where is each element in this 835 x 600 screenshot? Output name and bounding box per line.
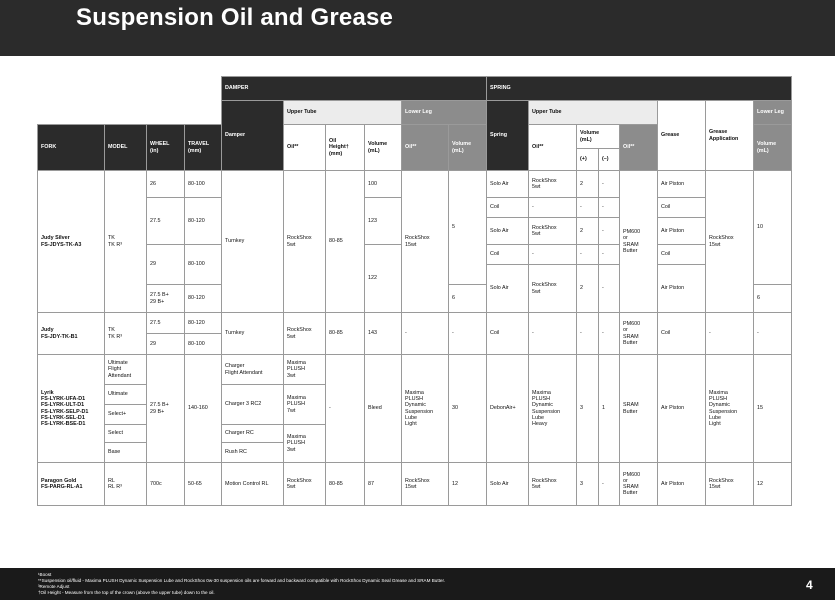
volume-plus-cell: 2 [577,171,599,198]
damper-cell: Turnkey [222,313,284,355]
spring-oil-cell: RockShox 5wt [529,463,577,506]
travel-cell: 80-120 [185,313,222,334]
header-spacer [38,77,222,101]
damper-cell: Charger Flight Attendant [222,355,284,385]
upper-oil-cell: RockShox 5wt [284,463,326,506]
damper-cell: Rush RC [222,443,284,463]
lower-volume-cell: - [449,313,487,355]
volume-minus-cell: - [599,198,620,218]
wheel-cell: 26 [147,171,185,198]
footnote-suspension-oil: **Suspension oil/fluid - Maxima PLUSH Dynamic Suspension Lube and RockShox 0w-30 suspension oils are forward and backward compatible with RockShox Dynamic Seal Grease and SRAM Butter. [38,577,446,583]
oil-height-header: Oil Height† (mm) [326,125,365,171]
model-cell: Select+ [105,405,147,425]
volume-minus-cell: - [599,171,620,198]
volume-plus-cell: - [577,245,599,265]
model-cell: Base [105,443,147,463]
model-cell: TK TK R³ [105,171,147,313]
lower-oil-cell: RockShox 15wt [402,171,449,313]
model-column-header: MODEL [105,125,147,171]
grease-cell: PM600 or SRAM Butter [620,463,658,506]
damper-upper-tube-header: Upper Tube [284,101,402,125]
spring-lower-oil-header: Oil** [620,125,658,171]
spring-lower-oil-cell: - [706,313,754,355]
travel-cell: 140-160 [185,355,222,463]
spring-lower-oil-cell: RockShox 15wt [706,463,754,506]
spring-oil-cell: - [529,313,577,355]
wheel-cell: 27.5 [147,313,185,334]
spring-cell: Solo Air [487,171,529,198]
lower-volume-cell: 5 [449,171,487,285]
footnote-oil-height: †Oil Height - Measure from the top of the crown (above the upper tube) down to the oil. [38,589,215,595]
damper-group-header: DAMPER [222,77,487,101]
travel-cell: 50-65 [185,463,222,506]
volume-plus-cell: 2 [577,265,599,313]
wheel-cell: 27.5 [147,198,185,245]
grease-application-cell: Air Piston [658,218,706,245]
spring-lower-volume-cell: 10 [754,171,792,285]
model-cell: Ultimate Flight Attendant [105,355,147,385]
travel-cell: 80-100 [185,171,222,198]
header-spacer [38,101,222,125]
spring-cell: Coil [487,198,529,218]
lower-volume-cell: 6 [449,285,487,313]
grease-application-cell: Air Piston [658,171,706,198]
oil-grease-table [37,76,792,506]
volume-plus-cell: - [577,313,599,355]
damper-lower-leg-header: Lower Leg [402,101,487,125]
upper-oil-cell: RockShox 5wt [284,313,326,355]
grease-application-column-header: Grease Application [706,101,754,171]
table-row [38,463,792,506]
fork-cell: Paragon Gold FS-PARG-RL-A1 [38,463,105,506]
model-cell: TK TK R³ [105,313,147,355]
oil-height-cell: 80-85 [326,313,365,355]
table-row [38,355,792,385]
spring-oil-cell: RockShox 5wt [529,265,577,313]
upper-volume-cell: 87 [365,463,402,506]
volume-minus-cell: 1 [599,355,620,463]
oil-height-cell: - [326,355,365,463]
spring-lower-volume-cell: 12 [754,463,792,506]
volume-minus-cell: - [599,313,620,355]
lower-oil-cell: Maxima PLUSH Dynamic Suspension Lube Light [402,355,449,463]
spring-column-header: Spring [487,101,529,171]
damper-lower-oil-header: Oil** [402,125,449,171]
upper-volume-cell: 100 [365,171,402,198]
spring-cell: Coil [487,245,529,265]
oil-height-cell: 80-85 [326,171,365,313]
grease-cell: PM600 or SRAM Butter [620,171,658,313]
volume-minus-header: (–) [599,149,620,171]
model-cell: RL RL R³ [105,463,147,506]
fork-cell: Lyrik FS-LYRK-UFA-D1 FS-LYRK-ULT-D1 FS-LYRK-SELP-D1 FS-LYRK-SEL-D1 FS-LYRK-BSE-D1 [38,355,105,463]
grease-application-cell: Coil [658,198,706,218]
damper-upper-oil-header: Oil** [284,125,326,171]
footnote-remote-adjust: ³Remote Adjust [38,583,70,589]
grease-application-cell: Air Piston [658,355,706,463]
upper-volume-cell: 123 [365,198,402,245]
volume-plus-cell: 3 [577,355,599,463]
spring-lower-volume-cell: 6 [754,285,792,313]
upper-volume-cell: 122 [365,245,402,313]
lower-oil-cell: - [402,313,449,355]
grease-application-cell: Air Piston [658,265,706,313]
wheel-column-header: WHEEL (in) [147,125,185,171]
spring-oil-cell: Maxima PLUSH Dynamic Suspension Lube Heavy [529,355,577,463]
spring-cell: Solo Air [487,218,529,245]
page-title: Suspension Oil and Grease [76,4,394,31]
model-cell: Select [105,425,147,443]
spring-oil-cell: - [529,198,577,218]
volume-plus-cell: 2 [577,218,599,245]
upper-volume-cell: 143 [365,313,402,355]
table-row [38,313,792,334]
grease-cell: SRAM Butter [620,355,658,463]
wheel-cell: 700c [147,463,185,506]
travel-cell: 80-120 [185,198,222,245]
spring-oil-cell: RockShox 5wt [529,218,577,245]
grease-application-cell: Coil [658,313,706,355]
volume-plus-cell: - [577,198,599,218]
spring-lower-oil-cell: RockShox 15wt [706,171,754,313]
spring-lower-volume-header: Volume (mL) [754,125,792,171]
spring-oil-cell: RockShox 5wt [529,171,577,198]
fork-cell: Judy Silver FS-JDYS-TK-A3 [38,171,105,313]
fork-cell: Judy FS-JDY-TK-B1 [38,313,105,355]
spring-upper-tube-header: Upper Tube [529,101,658,125]
damper-cell: Motion Control RL [222,463,284,506]
volume-minus-cell: - [599,265,620,313]
spring-lower-volume-cell: 15 [754,355,792,463]
wheel-cell: 27.5 B+ 29 B+ [147,355,185,463]
damper-cell: Charger 3 RC2 [222,385,284,425]
volume-plus-header: (+) [577,149,599,171]
spring-cell: Coil [487,313,529,355]
travel-cell: 80-100 [185,334,222,355]
fork-column-header: FORK [38,125,105,171]
volume-minus-cell: - [599,245,620,265]
volume-minus-cell: - [599,463,620,506]
travel-column-header: TRAVEL (mm) [185,125,222,171]
grease-column-header: Grease [658,101,706,171]
spring-lower-oil-cell: Maxima PLUSH Dynamic Suspension Lube Light [706,355,754,463]
grease-application-cell: Air Piston [658,463,706,506]
footnotes [38,572,738,596]
wheel-cell: 29 [147,334,185,355]
footnote-boost: ¹Boost [38,572,52,577]
model-cell: Ultimate [105,385,147,405]
damper-upper-volume-header: Volume (mL) [365,125,402,171]
spring-lower-leg-header: Lower Leg [754,101,792,125]
volume-minus-cell: - [599,218,620,245]
page-number: 4 [806,578,813,592]
lower-volume-cell: 30 [449,355,487,463]
lower-oil-cell: RockShox 15wt [402,463,449,506]
spring-cell: DebonAir+ [487,355,529,463]
lower-volume-cell: 12 [449,463,487,506]
upper-volume-cell: Bleed [365,355,402,463]
spring-oil-cell: - [529,245,577,265]
wheel-cell: 29 [147,245,185,285]
spring-upper-oil-header: Oil** [529,125,577,171]
table-row [38,171,792,198]
oil-height-cell: 80-85 [326,463,365,506]
spring-cell: Solo Air [487,463,529,506]
upper-oil-cell: Maxima PLUSH 3wt [284,425,326,463]
spring-cell: Solo Air [487,265,529,313]
travel-cell: 80-120 [185,285,222,313]
spring-volume-header: Volume (mL) [577,125,620,149]
upper-oil-cell: RockShox 5wt [284,171,326,313]
damper-cell: Turnkey [222,171,284,313]
grease-cell: PM600 or SRAM Butter [620,313,658,355]
damper-lower-volume-header: Volume (mL) [449,125,487,171]
grease-application-cell: Coil [658,245,706,265]
volume-plus-cell: 3 [577,463,599,506]
travel-cell: 80-100 [185,245,222,285]
spring-lower-volume-cell: - [754,313,792,355]
upper-oil-cell: Maxima PLUSH 7wt [284,385,326,425]
damper-column-header: Damper [222,101,284,171]
spring-group-header: SPRING [487,77,792,101]
wheel-cell: 27.5 B+ 29 B+ [147,285,185,313]
upper-oil-cell: Maxima PLUSH 3wt [284,355,326,385]
damper-cell: Charger RC [222,425,284,443]
